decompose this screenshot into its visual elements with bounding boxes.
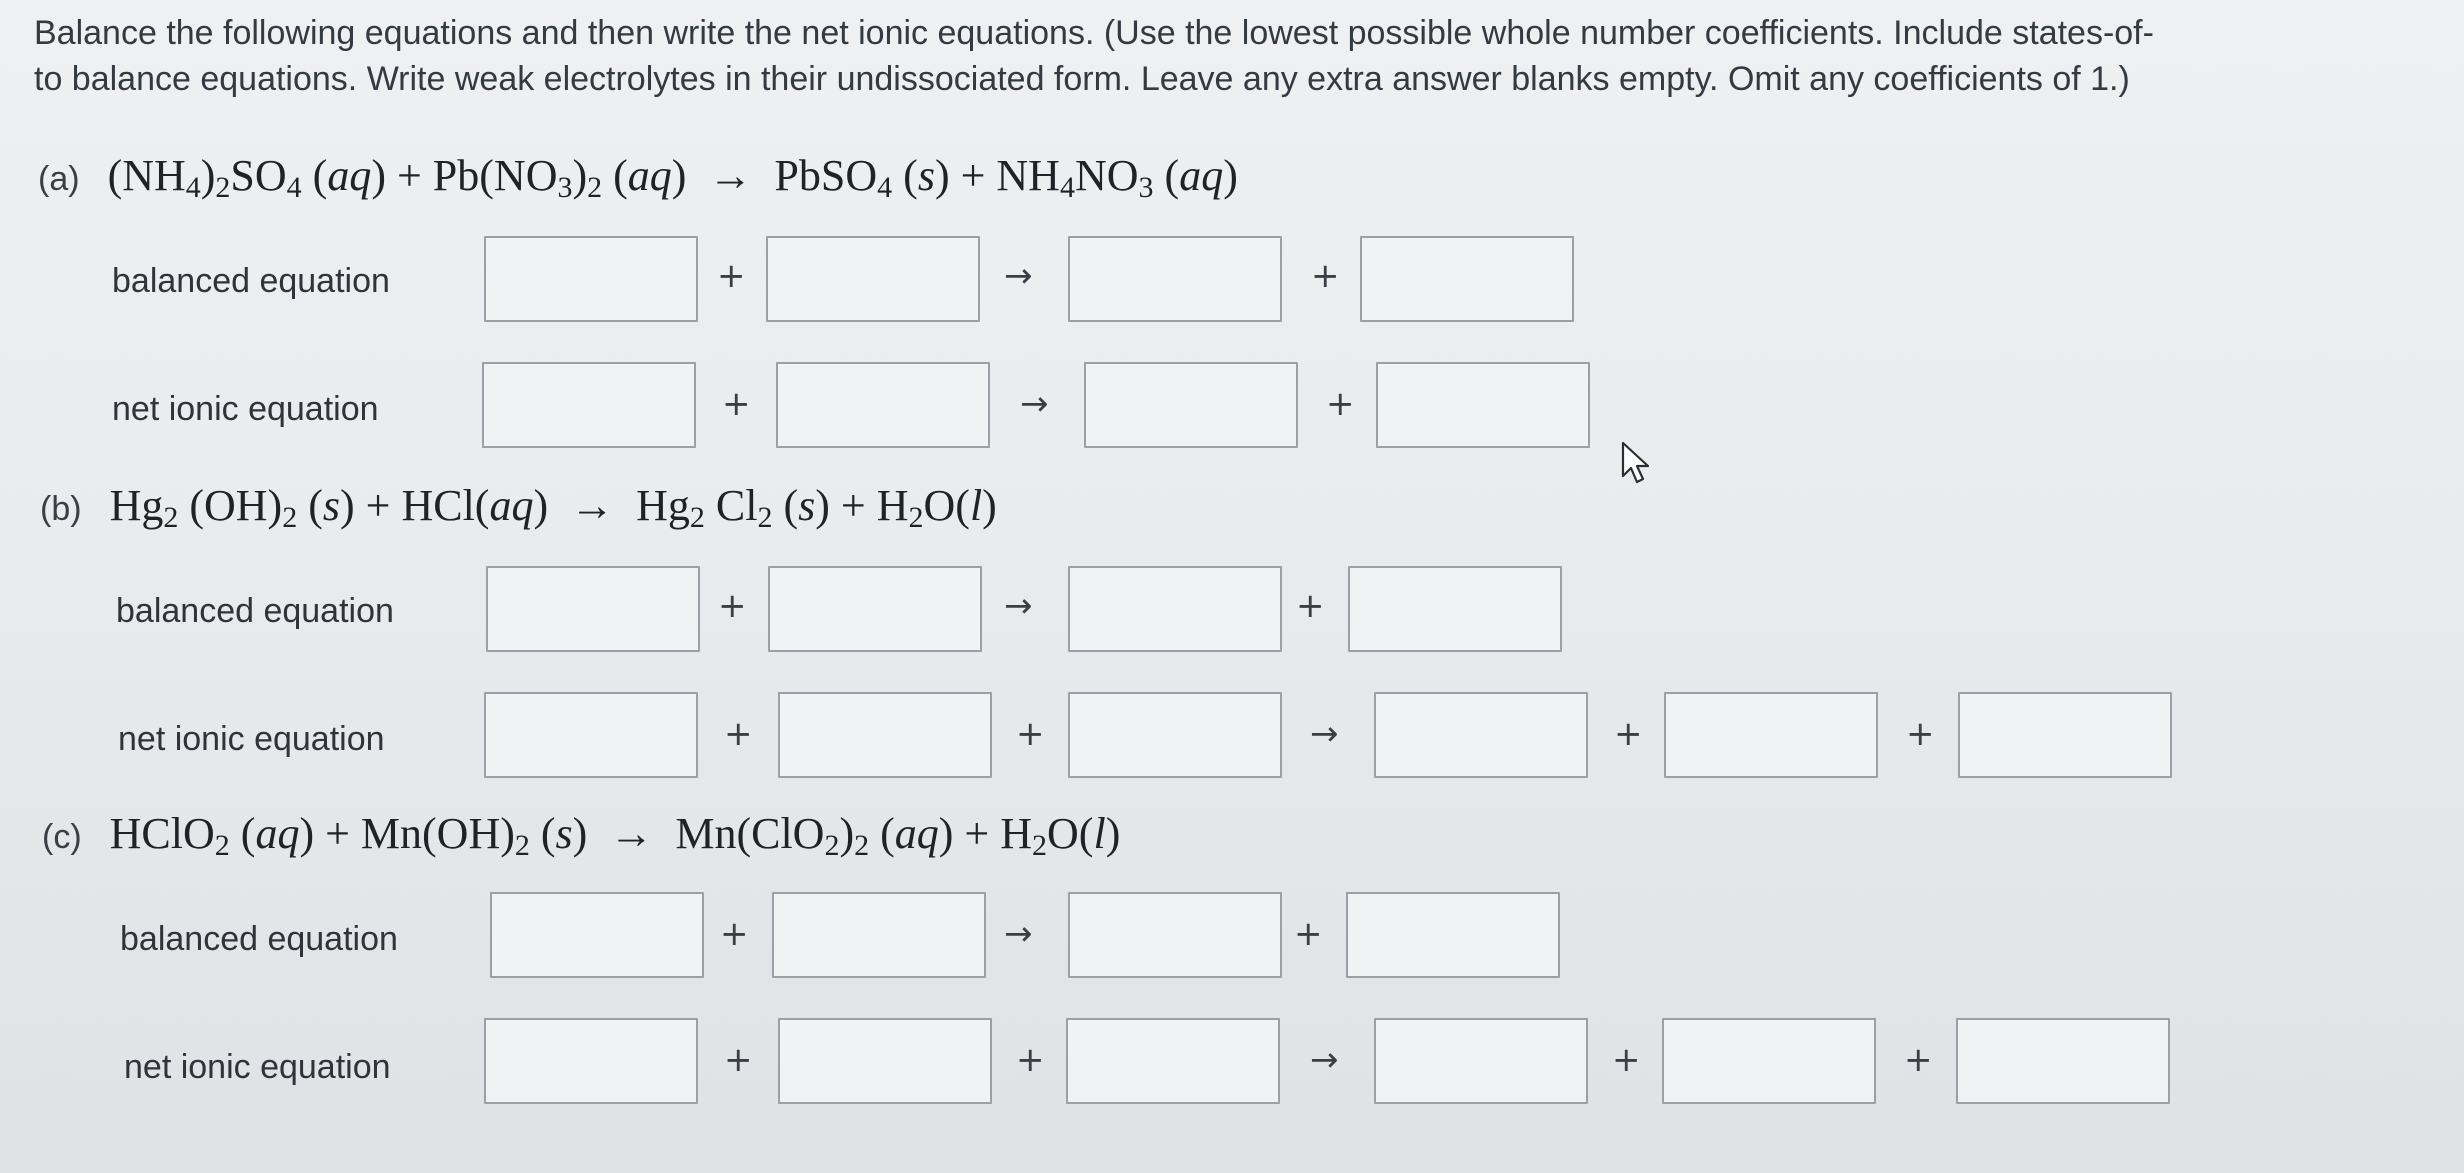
plus-sign: + bbox=[1326, 384, 1355, 424]
reaction-arrow: → bbox=[1004, 586, 1033, 626]
part-c-balanced-blank-1[interactable] bbox=[490, 892, 704, 978]
part-a-net-ionic-blank-1[interactable] bbox=[482, 362, 696, 448]
part-a-net-ionic-blank-4[interactable] bbox=[1376, 362, 1590, 448]
part-c-balanced-blank-2[interactable] bbox=[772, 892, 986, 978]
part-c-net-ionic-blank-3[interactable] bbox=[1066, 1018, 1280, 1104]
part-a-net-ionic-label: net ionic equation bbox=[112, 390, 379, 428]
part-a-equation: $(NH_4)_2SO_4$ $(aq) + Pb(NO_3)_2$ (aq) → PbSO$_4$ $(s) + NH_4NO_3$ (aq) bbox=[107, 151, 1238, 204]
part-b-net-ionic-blank-6[interactable] bbox=[1958, 692, 2172, 778]
part-a-net-ionic-blank-2[interactable] bbox=[776, 362, 990, 448]
plus-sign: + bbox=[1904, 1040, 1933, 1080]
part-c-net-ionic-blank-2[interactable] bbox=[778, 1018, 992, 1104]
plus-sign: + bbox=[1906, 714, 1935, 754]
part-b-net-ionic-label: net ionic equation bbox=[118, 720, 385, 758]
part-c-net-ionic-blank-4[interactable] bbox=[1374, 1018, 1588, 1104]
plus-sign: + bbox=[1296, 586, 1325, 626]
part-a-balanced-label: balanced equation bbox=[112, 262, 390, 300]
part-b-balanced-blank-3[interactable] bbox=[1068, 566, 1282, 652]
instructions-line-2: to balance equations. Write weak electrolytes in their undissociated form. Leave any extra answer blanks empty. Omit any coefficients of 1.) bbox=[34, 60, 2130, 98]
part-b-balanced-blank-2[interactable] bbox=[768, 566, 982, 652]
part-a-balanced-blank-1[interactable] bbox=[484, 236, 698, 322]
part-a-heading bbox=[38, 150, 1238, 204]
instructions-line-1: Balance the following equations and then write the net ionic equations. (Use the lowest possible whole number coefficients. Include states-of- bbox=[34, 14, 2154, 52]
plus-sign: + bbox=[722, 384, 751, 424]
plus-sign: + bbox=[1294, 914, 1323, 954]
part-c-heading bbox=[42, 808, 1121, 862]
part-c-letter: (c) bbox=[42, 818, 82, 856]
part-a-balanced-blank-4[interactable] bbox=[1360, 236, 1574, 322]
part-b-net-ionic-blank-4[interactable] bbox=[1374, 692, 1588, 778]
part-c-net-ionic-blank-1[interactable] bbox=[484, 1018, 698, 1104]
part-a-letter: (a) bbox=[38, 160, 80, 198]
reaction-arrow: → bbox=[1004, 256, 1033, 296]
part-c-net-ionic-blank-6[interactable] bbox=[1956, 1018, 2170, 1104]
reaction-arrow: → bbox=[1310, 1040, 1339, 1080]
part-b-balanced-blank-1[interactable] bbox=[486, 566, 700, 652]
instructions bbox=[34, 10, 2464, 102]
part-c-net-ionic-blank-5[interactable] bbox=[1662, 1018, 1876, 1104]
part-c-net-ionic-label: net ionic equation bbox=[124, 1048, 391, 1086]
plus-sign: + bbox=[724, 714, 753, 754]
part-b-net-ionic-blank-3[interactable] bbox=[1068, 692, 1282, 778]
part-a-balanced-blank-2[interactable] bbox=[766, 236, 980, 322]
plus-sign: + bbox=[1311, 256, 1340, 296]
plus-sign: + bbox=[1612, 1040, 1641, 1080]
part-b-letter: (b) bbox=[40, 490, 82, 528]
plus-sign: + bbox=[1016, 1040, 1045, 1080]
part-a-net-ionic-blank-3[interactable] bbox=[1084, 362, 1298, 448]
part-c-balanced-blank-4[interactable] bbox=[1346, 892, 1560, 978]
mouse-pointer-icon bbox=[1620, 440, 1654, 486]
part-c-balanced-blank-3[interactable] bbox=[1068, 892, 1282, 978]
part-b-net-ionic-blank-1[interactable] bbox=[484, 692, 698, 778]
part-b-heading bbox=[40, 480, 997, 534]
plus-sign: + bbox=[1016, 714, 1045, 754]
part-a-balanced-blank-3[interactable] bbox=[1068, 236, 1282, 322]
part-b-balanced-blank-4[interactable] bbox=[1348, 566, 1562, 652]
part-c-balanced-label: balanced equation bbox=[120, 920, 398, 958]
part-b-net-ionic-blank-5[interactable] bbox=[1664, 692, 1878, 778]
plus-sign: + bbox=[718, 586, 747, 626]
reaction-arrow: → bbox=[1004, 914, 1033, 954]
plus-sign: + bbox=[724, 1040, 753, 1080]
part-c-equation: HClO$_2$ $(aq) + Mn(OH)_2$ $(s) \to Mn(ClO_2)_2$ $(aq) + H_2O(l)$ bbox=[109, 809, 1121, 862]
plus-sign: + bbox=[720, 914, 749, 954]
plus-sign: + bbox=[1614, 714, 1643, 754]
reaction-arrow: → bbox=[1020, 384, 1049, 424]
part-b-balanced-label: balanced equation bbox=[116, 592, 394, 630]
part-b-net-ionic-blank-2[interactable] bbox=[778, 692, 992, 778]
reaction-arrow: → bbox=[1310, 714, 1339, 754]
part-b-equation: $Hg_2$ $(OH)_2$ $(s) + HCl(aq) \to Hg_2$ $Cl_2$ $(s) + H_2O(l)$ bbox=[109, 481, 997, 534]
plus-sign: + bbox=[717, 256, 746, 296]
